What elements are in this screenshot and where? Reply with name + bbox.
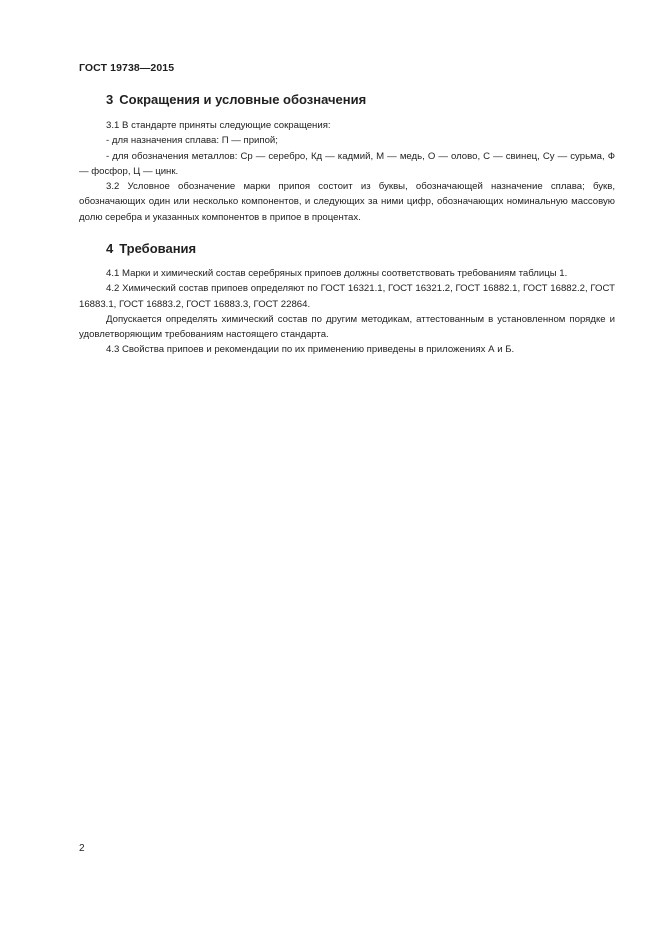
document-code: ГОСТ 19738—2015 [79,62,175,74]
paragraph-3-1-item-alloy: - для назначения сплава: П — припой; [106,135,278,147]
paragraph-4-3: 4.3 Свойства припоев и рекомендации по их применению приведены в приложениях А и Б. [106,344,515,356]
paragraph-4-1: 4.1 Марки и химический состав серебряных припоев должны соответствовать требованиям таблицы 1. [106,268,568,279]
section-3-body [79,118,615,225]
paragraph-3-1-item-metals: - для обозначения металлов: Ср — серебро, Кд — кадмий, М — медь, О — олово, С — свинец, Су — сурьма, Ф — фосфор, Ц — цинк. [79,150,615,177]
page-number: 2 [79,843,85,854]
section-4-title: Требования [119,241,197,256]
section-3-number: 3 [106,92,114,107]
section-3-title: Сокращения и условные обозначения [119,92,367,107]
section-4-heading [106,241,196,256]
section-4-body [79,266,615,358]
paragraph-3-2: 3.2 Условное обозначение марки припоя состоит из буквы, обозначающей назначение сплава; букв, обозначающих один или несколько компонентов, и следующих за ними цифр, обозначающих номинальную массовую долю серебра и указанных компонентов в припое в процентах. [79,181,615,223]
paragraph-3-1: 3.1 В стандарте приняты следующие сокращения: [106,120,331,131]
paragraph-4-2: 4.2 Химический состав припоев определяют по ГОСТ 16321.1, ГОСТ 16321.2, ГОСТ 16882.1, ГОСТ 16882.2, ГОСТ 16883.1, ГОСТ 16883.2, ГОСТ 16883.3, ГОСТ 22864. [79,283,615,310]
paragraph-4-2-note: Допускается определять химический состав по другим методикам, аттестованным в установленном порядке и удовлетворяющим требованиям настоящего стандарта. [79,313,615,341]
section-4-number: 4 [106,241,114,256]
section-3-heading [106,92,366,107]
